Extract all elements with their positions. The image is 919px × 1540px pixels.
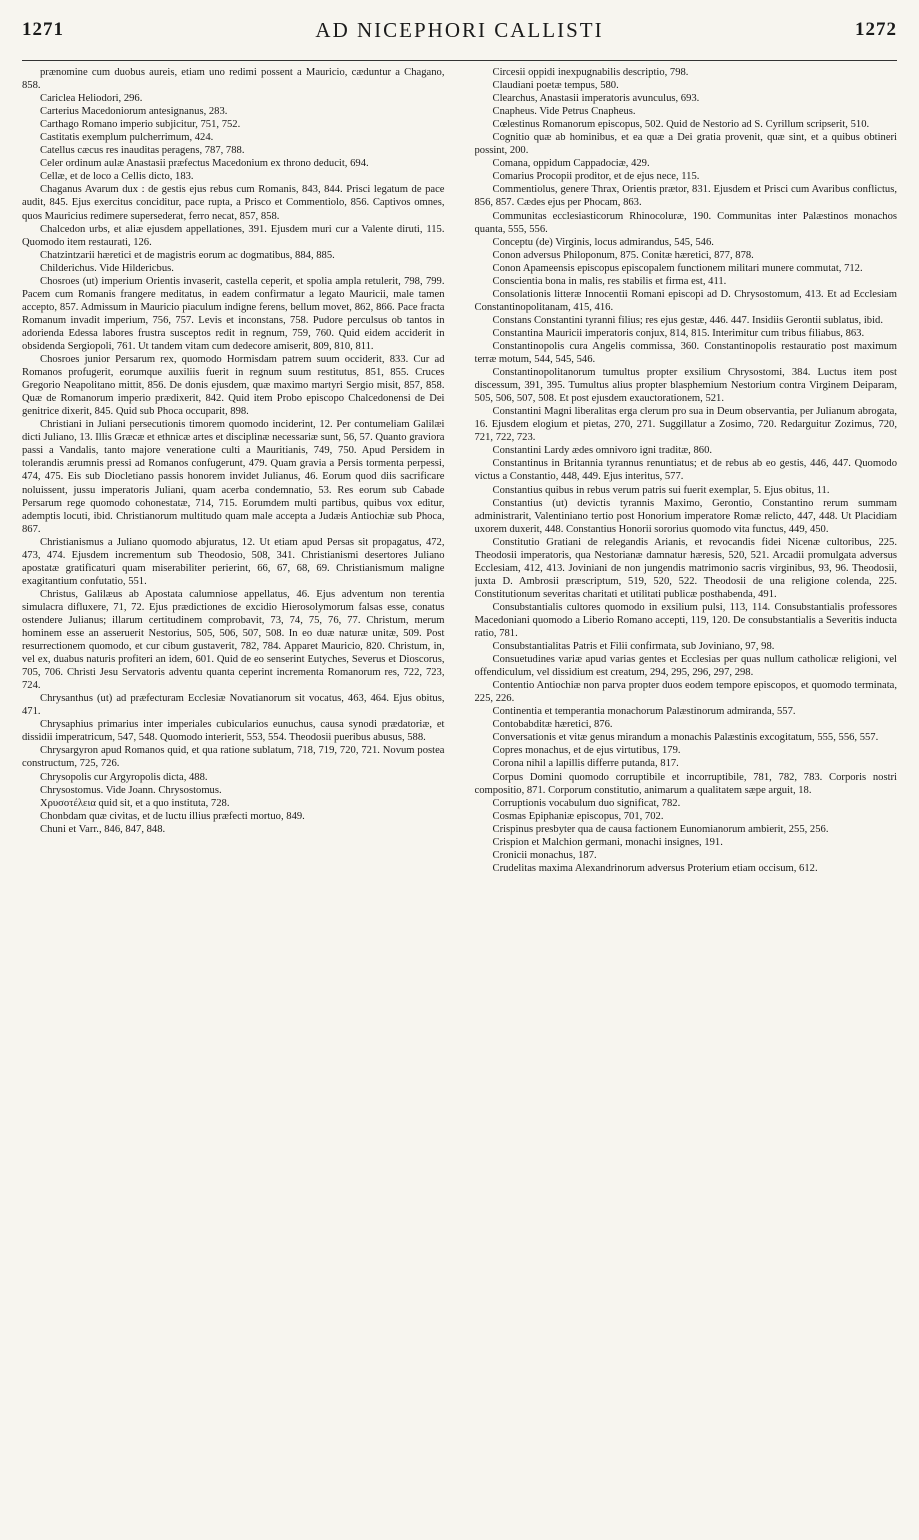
index-entry: Chosroes (ut) imperium Orientis invaserit, castella ceperit, et spolia ampla retulerit, 798, 799. Pacem cum Romanis frangere meditatus, in eadem confirmatur a legato Mauricii, male tamen accepto, 857. Admissum in Mauricio piaculum indigne ferens, bellum movet, 862, 866. Pace fracta Romanum invadit imperium, 756, 757. Levis et inconstans, 758. Pudore perculsus ob tantos in adorienda Edessa labores frustra susceptos redit in regnum, 759, 760. Quid eidem acciderit in obsidenda Sergiopoli, 761. Ut tandem vitam cum dedecore amiserit, 809, 810, 811.	[22, 275, 445, 352]
index-entry: Carterius Macedoniorum antesignanus, 283.	[40, 106, 228, 118]
index-entry: Comarius Procopii proditor, et de ejus nece, 115.	[492, 171, 700, 183]
index-entry: Consolationis litteræ Innocentii Romani episcopi ad D. Chrysostomum, 413. Et ad Ecclesiam Constantinopolitanam, 415, 416.	[474, 288, 897, 313]
index-entry: Copres monachus, et de ejus virtutibus, 179.	[492, 745, 681, 757]
index-entry: Constantius (ut) devictis tyrannis Maximo, Gerontio, Constantino rerum summam administrarit, Valentiniano tertio post Honorium imperatore Romæ relicto, 447, 448. Ut Placidiam uxorem duxerit, 448. Constantius Honorii sororius quomodo vita functus, 449, 450.	[474, 497, 897, 535]
index-entry: Constantina Mauricii imperatoris conjux, 814, 815. Interimitur cum tribus filiabus, 863.	[492, 327, 865, 339]
header-rule	[22, 60, 897, 61]
index-entry: Cœlestinus Romanorum episcopus, 502. Quid de Nestorio ad S. Cyrillum scripserit, 510.	[492, 119, 870, 131]
index-entry: Conon adversus Philoponum, 875. Conitæ hæretici, 877, 878.	[492, 249, 754, 261]
running-title: AD NICEPHORI CALLISTI	[315, 17, 604, 42]
index-entry: Chrysostomus. Vide Joann. Chrysostomus.	[40, 784, 222, 796]
index-entry: prænomine cum duobus aureis, etiam uno redimi possent a Mauricio, cæduntur a Chagano, 858.	[22, 67, 445, 92]
index-entry: Constantius quibus in rebus verum patris sui fuerit exemplar, 5. Ejus obitus, 11.	[492, 484, 830, 496]
index-entry: Catellus cæcus res inauditas peragens, 787, 788.	[40, 145, 245, 157]
index-entry: Conon Apameensis episcopus episcopalem functionem militari munere commutat, 712.	[492, 262, 863, 274]
page-number-left: 1271	[22, 19, 64, 40]
index-entry: Conceptu (de) Virginis, locus admirandus, 545, 546.	[492, 236, 714, 248]
index-entry: Consubstantialitas Patris et Filii confirmata, sub Joviniano, 97, 98.	[492, 641, 775, 653]
index-entry: Comana, oppidum Cappadociæ, 429.	[492, 158, 650, 170]
index-entry: Consuetudines variæ apud varias gentes et Ecclesias per quas nullum catholicæ religioni, vel offendiculum, vel dissidium est creatum, 294, 295, 296, 297, 298.	[474, 654, 897, 679]
index-entry: Celer ordinum aulæ Anastasii præfectus Macedonium ex throno deducit, 694.	[40, 158, 369, 170]
index-entry: Constantinopolis cura Angelis commissa, 360. Constantinopolis restauratio post maximum terræ motum, 544, 545, 546.	[474, 340, 897, 366]
index-entry: Crispinus presbyter qua de causa factionem Eunomianorum ambierit, 255, 256.	[492, 823, 829, 835]
index-entry: Chrysanthus (ut) ad præfecturam Ecclesiæ Novatianorum sit vocatus, 463, 464. Ejus obitus, 471.	[22, 693, 445, 718]
page-number-right: 1272	[855, 19, 897, 40]
index-entry: Χρυσοτέλεια quid sit, et a quo instituta, 728.	[40, 797, 230, 809]
index-entry: Crudelitas maxima Alexandrinorum adversus Proterium etiam occisum, 612.	[492, 862, 818, 874]
index-entry: Corruptionis vocabulum duo significat, 782.	[492, 797, 681, 809]
index-entry: Christiani in Juliani persecutionis timorem quomodo inciderint, 12. Per contumeliam Galilæi dicti Juliano, 13. Illis Græcæ et ethnicæ artes et disciplinæ necessariæ sunt, 56, 57. Quanto graviora passi a Vandalis, tanto majore veneratione culti a Mauritianis, 749, 750. Apud Persidem in tolerandis ærumnis pressi ad Romanos confugerunt, 479. Quam gravia a Persis tormenta perpessi, 474, 475. Eis sub Diocletiano passis honorem invidet Julianus, 46. Eorum quod diis sacrificare noluissent, jussu imperatoris Juliani, quam acerba condemnatio, 53. Res eorum sub Cabade Persarum rege quomodo cohonestatæ, 714, 715. Eorumdem multi partibus, quibus vox editur, ademptis locuti, ibid. Christianorum multitudo quam male accepta a Judæis Antiochiæ sub Phoca, 867.	[22, 419, 445, 535]
index-entry: Chrysargyron apud Romanos quid, et qua ratione sublatum, 718, 719, 720, 721. Novum postea constructum, 725, 726.	[22, 745, 445, 770]
index-entry: Christus, Galilæus ab Apostata calumniose appellatus, 46. Ejus adventum non terentia simulacra difluxere, 71, 72. Ejus prædictiones de excidio Hierosolymorum falsas esse, conatus ostendere Julianus; illarum certitudinem comprobavit, 73, 74, 75, 76, 77. Christum, merum hominem esse an asseruerit Nestorius, 505, 506, 507, 508. In eo duæ naturæ unitæ, 509. Post resurrectionem quomodo, et cur cibum gustaverit, 782, 784. Apparet Mauricio, 820. Christum, in, vel ex, duabus naturis profiteri an idem, 601. Quid de eo senserint Eutyches, Severus et Dioscorus, 705, 706. Christi Jesu Servatoris adventu quanta ceperint incrementa Romanorum res, 722, 723, 724.	[22, 588, 445, 692]
index-entry: Cellæ, et de loco a Cellis dicto, 183.	[40, 171, 194, 183]
index-entry: Cariclea Heliodori, 296.	[40, 93, 143, 105]
index-entry: Chosroes junior Persarum rex, quomodo Hormisdam patrem suum occiderit, 833. Cur ad Romanos profugerit, eorumque auxiliis fuerit in regnum suum restitutus, 851, 855. Cruces Gregorio Neapolitano mittit, 856. De donis ejusdem, quæ maximo martyri Sergio misit, 857, 858. Quæ de Romanorum imperio prædixerit, 842. Quid item Probo episcopo Chalcedonensi de Dei genitrice dixerit, 845. Quid sub Phoca occuparit, 898.	[22, 354, 445, 418]
index-entry: Chuni et Varr., 846, 847, 848.	[40, 823, 166, 835]
right-column	[475, 66, 898, 1540]
index-entry: Claudiani poetæ tempus, 580.	[492, 80, 619, 92]
index-entry: Cnapheus. Vide Petrus Cnapheus.	[492, 106, 636, 118]
index-entry: Chrysaphius primarius inter imperiales cubicularios eunuchus, causa synodi prædatoriæ, et dissidii imperatricum, 547, 548. Quomodo interierit, 553, 554. Theodosii pueribus abusus, 588.	[22, 719, 445, 744]
index-entry: Contentio Antiochiæ non parva propter duos eodem tempore episcopos, et quomodo terminata, 225, 226.	[474, 680, 897, 705]
index-entry: Continentia et temperantia monachorum Palæstinorum admiranda, 557.	[492, 706, 796, 718]
index-entry: Consubstantialis cultores quomodo in exsilium pulsi, 113, 114. Consubstantialis professores Macedoniani quomodo a Liberio Romano accepti, 119, 120. De consubstantialis a Severitis inducta ratio, 781.	[474, 601, 897, 640]
index-entry: Constantini Magni liberalitas erga clerum pro sua in Deum observantia, per Julianum abrogata, 16. Ejusdem elogium et pietas, 270, 271. Suggillatur a Zosimo, 720. Redarguitur Zozimus, 720, 721, 722, 723.	[474, 406, 897, 444]
index-entry: Childerichus. Vide Hildericbus.	[40, 262, 174, 274]
index-entry: Constantinus in Britannia tyrannus renuntiatus; et de rebus ab eo gestis, 446, 447. Quomodo victus a Constantio, 448, 449. Ejus interitus, 577.	[474, 458, 897, 483]
index-entry: Chatzintzarii hæretici et de magistris eorum ac dogmatibus, 884, 885.	[40, 249, 335, 261]
index-entry: Constans Constantini tyranni filius; res ejus gestæ, 446. 447. Insidiis Gerontii sublatus, ibid.	[492, 314, 883, 326]
left-column	[22, 66, 445, 1540]
index-entry: Chalcedon urbs, et aliæ ejusdem appellationes, 391. Ejusdem muri cur a Valente diruti, 115. Quomodo item restaurati, 126.	[22, 223, 445, 248]
index-entry: Clearchus, Anastasii imperatoris avunculus, 693.	[492, 93, 700, 105]
index-entry: Cognitio quæ ab hominibus, et ea quæ a Dei gratia provenit, quæ sint, et a quibus obtineri possint, 200.	[474, 132, 897, 157]
index-entry: Chonbdam quæ civitas, et de luctu illius præfecti mortuo, 849.	[40, 810, 305, 822]
index-entry: Chaganus Avarum dux : de gestis ejus rebus cum Romanis, 843, 844. Prisci legatum de pace audit, 845. Ejus exercitus conciditur, pace rupta, a Prisco et Commentiolo, 856. Captivos omnes, quos Mauricius redimere supersederat, ferro necat, 857, 858.	[22, 184, 445, 222]
index-entry: Conscientia bona in malis, res stabilis et firma est, 411.	[492, 275, 727, 287]
index-entry: Christianismus a Juliano quomodo abjuratus, 12. Ut etiam apud Persas sit propagatus, 472, 473, 474. Ejusdem incrementum sub Theodosio, 508, 341. Christianismi desertores Juliano apostatæ gratificaturi quam miserabiliter perierint, 66, 67, 68, 69. Christianismum maligne exagitantium confutatio, 551.	[22, 536, 445, 587]
index-entry: Corpus Domini quomodo corruptibile et incorruptibile, 781, 782, 783. Corporis nostri compositio, 871. Corporum constitutio, animarum a qualitatem sæpe arguit, 18.	[474, 771, 897, 796]
index-entry: Castitatis exemplum pulcherrimum, 424.	[40, 132, 214, 144]
index-entry: Constitutio Gratiani de relegandis Arianis, et revocandis fidei Nicenæ cultoribus, 225. Theodosii imperatoris, qua Nestorianæ damnatur hæresis, 520, 521. Arcadii promulgata adversus Ecclesiam, 412, 413. Joviniani de non jungendis matrimonio sacris virginibus, 93, 96. Theodosii, juxta D. Ambrosii præscriptum, 519, 520, 522. Theodosii de una religione colenda, 225. Constitutionum severitas charitati et utilitati publicæ posthabenda, 491.	[474, 536, 897, 600]
index-entry: Constantinopolitanorum tumultus propter exsilium Chrysostomi, 384. Luctus item post discessum, 391, 395. Tumultus alius propter blasphemium Nestorium contra Virginem Deiparam, 505, 506, 507, 508. Et post ejusdem exauctorationem, 521.	[474, 367, 897, 405]
index-entry: Commentiolus, genere Thrax, Orientis prætor, 831. Ejusdem et Prisci cum Avaribus conflictus, 856, 857. Cædes ejus per Phocam, 863.	[474, 184, 897, 209]
index-entry: Constantini Lardy ædes omnivoro igni traditæ, 860.	[492, 445, 713, 457]
index-entry: Communitas ecclesiasticorum Rhinocoluræ, 190. Communitas inter Palæstinos monachos quanta, 555, 556.	[474, 210, 897, 235]
index-entry: Circesii oppidi inexpugnabilis descriptio, 798.	[492, 67, 689, 78]
index-entry: Chrysopolis cur Argyropolis dicta, 488.	[40, 771, 208, 783]
index-columns	[22, 66, 897, 1540]
index-entry: Conversationis et vitæ genus mirandum a monachis Palæstinis excogitatum, 555, 556, 557.	[492, 732, 879, 744]
index-entry: Crispion et Malchion germani, monachi insignes, 191.	[492, 836, 723, 848]
index-entry: Contobabditæ hæretici, 876.	[492, 719, 613, 731]
index-entry: Cosmas Epiphaniæ episcopus, 701, 702.	[492, 810, 664, 822]
index-entry: Carthago Romano imperio subjicitur, 751, 752.	[40, 119, 241, 131]
index-entry: Corona nihil a lapillis differre putanda, 817.	[492, 758, 679, 770]
page-header	[22, 0, 897, 60]
index-entry: Cronicii monachus, 187.	[492, 849, 597, 861]
